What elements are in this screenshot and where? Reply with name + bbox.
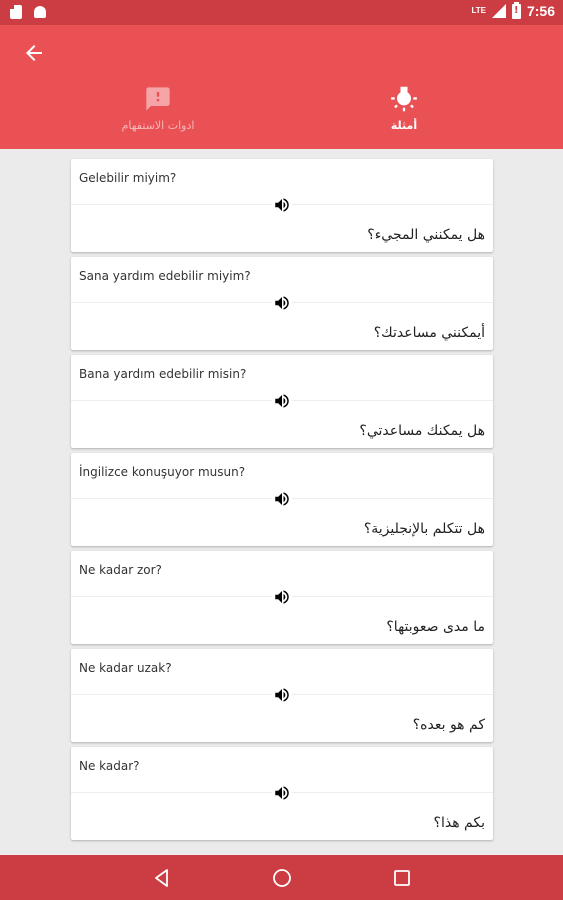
arabic-translation: بكم هذا؟: [433, 815, 485, 831]
example-card: [71, 355, 493, 448]
arabic-translation: هل يمكنني المجيء؟: [367, 227, 485, 243]
battery-icon: [512, 4, 521, 19]
arabic-translation: أيمكنني مساعدتك؟: [373, 325, 485, 341]
nav-recents-icon[interactable]: [390, 866, 414, 890]
tab-interrogative-label: ادوات الاستفهام: [121, 119, 195, 132]
arabic-translation: هل يمكنك مساعدتي؟: [359, 423, 485, 439]
sd-card-icon: [10, 5, 22, 19]
feedback-icon: [144, 85, 172, 113]
nav-back-icon[interactable]: [150, 866, 174, 890]
turkish-phrase: Gelebilir miyim?: [79, 171, 177, 185]
app-bar: [0, 25, 563, 149]
arabic-translation: ما مدى صعوبتها؟: [386, 619, 485, 635]
turkish-phrase: Ne kadar zor?: [79, 563, 162, 577]
nav-home-icon[interactable]: [270, 866, 294, 890]
turkish-phrase: Ne kadar uzak?: [79, 661, 172, 675]
example-card: [71, 453, 493, 546]
example-card: [71, 257, 493, 350]
signal-icon: [492, 4, 506, 18]
turkish-phrase: Ne kadar?: [79, 759, 140, 773]
example-card: [71, 159, 493, 252]
speaker-icon[interactable]: [272, 686, 292, 704]
android-icon: [34, 6, 46, 18]
speaker-icon[interactable]: [272, 784, 292, 802]
arabic-translation: كم هو بعده؟: [412, 717, 485, 733]
example-card: [71, 747, 493, 840]
arabic-translation: هل تتكلم بالإنجليزية؟: [363, 521, 485, 537]
status-bar: [0, 0, 563, 25]
tab-examples-label: أمثلة: [390, 119, 418, 132]
system-nav-bar: [0, 855, 563, 900]
turkish-phrase: İngilizce konuşuyor musun?: [79, 465, 246, 479]
network-type: LTE: [471, 6, 486, 15]
tab-examples[interactable]: [304, 85, 504, 149]
example-card: [71, 551, 493, 644]
speaker-icon[interactable]: [272, 196, 292, 214]
turkish-phrase: Bana yardım edebilir misin?: [79, 367, 247, 381]
example-card: [71, 649, 493, 742]
speaker-icon[interactable]: [272, 490, 292, 508]
speaker-icon[interactable]: [272, 392, 292, 410]
speaker-icon[interactable]: [272, 294, 292, 312]
speaker-icon[interactable]: [272, 588, 292, 606]
system-icons: [471, 3, 555, 19]
arrow-back-icon[interactable]: [22, 41, 46, 65]
examples-list[interactable]: [0, 149, 563, 855]
notification-icons: [10, 5, 46, 19]
tab-interrogative-tools[interactable]: [58, 85, 258, 149]
clock: 7:56: [526, 3, 555, 19]
lightbulb-icon: [390, 85, 418, 113]
turkish-phrase: Sana yardım edebilir miyim?: [79, 269, 251, 283]
